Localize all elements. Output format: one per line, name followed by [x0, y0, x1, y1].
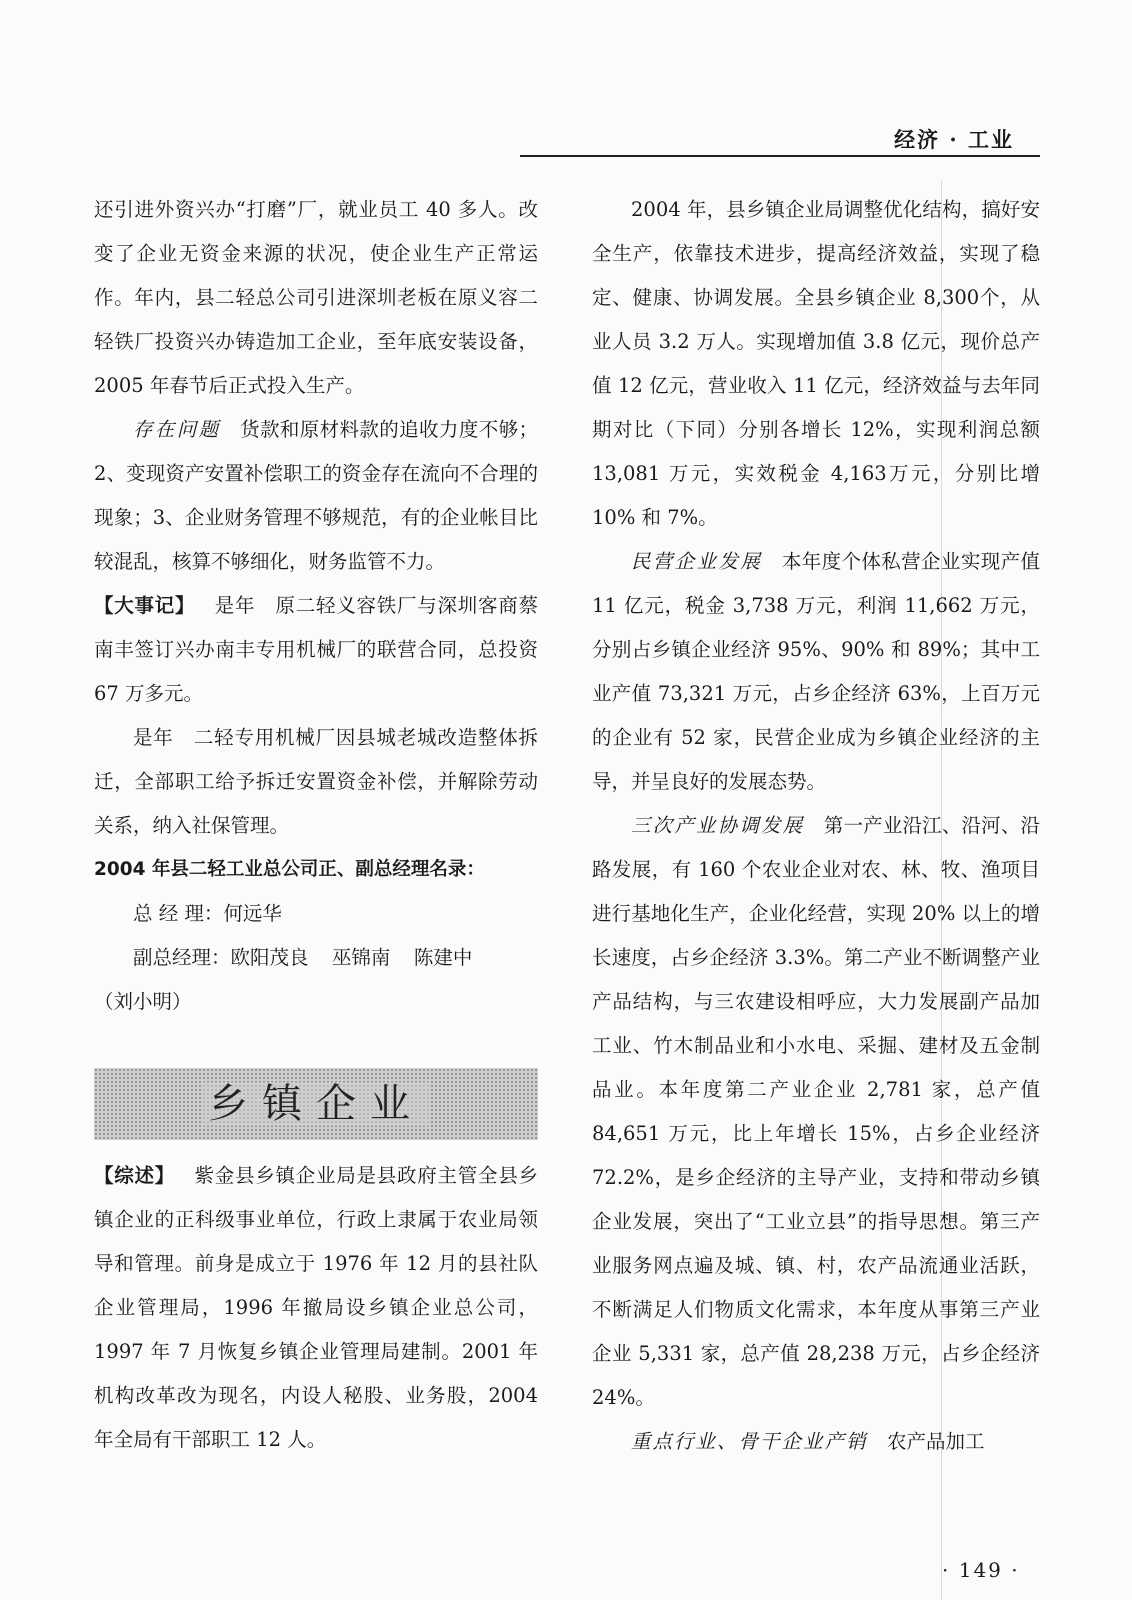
key-industries-text: 农产品加工 — [887, 1430, 985, 1453]
paragraph-continuation: 还引进外资兴办“打磨”厂，就业员工 40 多人。改变了企业无资金来源的状况，使企业生产正常运作。年内，县二轻总公司引进深圳老板在原义容二轻铁厂投资兴办铸造加工企业，至年底安装设备，2005 年春节后正式投入生产。 — [94, 198, 538, 397]
dgm-name-2: 巫锦南 — [331, 946, 391, 969]
roster-gm: 总 经 理：何远华 — [133, 902, 282, 925]
dgm-label: 副总经理： — [133, 946, 231, 969]
events-tag: 【大事记】 — [94, 594, 196, 617]
three-industries-paragraph — [592, 804, 1040, 1420]
key-industries-label: 重点行业、骨干企业产销 — [631, 1430, 868, 1453]
overview-text: 紫金县乡镇企业局是县政府主管全县乡镇企业的正科级事业单位，行政上隶属于农业局领导和管理。前身是成立于 1976 年 12 月的县社队企业管理局，1996 年撤局设乡镇企业总公司，1997 年 7 月恢复乡镇企业管理局建制。2001 年机构改革改为现名，内设人秘股、业务股，2004 年全局有干部职工 12 人。 — [94, 1164, 538, 1451]
event-1: 是年 原二轻义容铁厂与深圳客商蔡南丰签订兴办南丰专用机械厂的联营合同，总投资 67 万多元。 — [94, 594, 538, 705]
private-text: 本年度个体私营企业实现产值 11 亿元，税金 3,738 万元，利润 11,662 万元，分别占乡镇企业经济 95%、90% 和 89%；其中工业产值 73,321 万元，占乡企经济 63%，上百万元的企业有 52 家，民营企业成为乡镇企业经济的主导，并呈良好的发展态势。 — [592, 550, 1040, 793]
page-number: · 149 · — [942, 1558, 1020, 1582]
key-industries-paragraph — [592, 1420, 1040, 1464]
overview-tag: 【综述】 — [94, 1164, 175, 1187]
header-rule — [520, 155, 1040, 157]
roster-title: 2004 年县二轻工业总公司正、副总经理名录： — [94, 859, 485, 880]
three-industries-label: 三次产业协调发展 — [631, 814, 805, 837]
event-2: 是年 二轻专用机械厂因县城老城改造整体拆迁，全部职工给予拆迁安置资金补偿，并解除劳动关系，纳入社保管理。 — [94, 726, 538, 837]
private-label: 民营企业发展 — [631, 550, 763, 573]
issues-text: 货款和原材料款的追收力度不够；2、变现资产安置补偿职工的资金存在流向不合理的现象；3、企业财务管理不够规范，有的企业帐目比较混乱，核算不够细化，财务监管不力。 — [94, 418, 538, 573]
right-column — [592, 188, 1040, 1464]
issues-paragraph — [94, 408, 538, 584]
events-paragraph — [94, 584, 538, 716]
section-title: 乡镇企业 — [202, 1082, 430, 1126]
section-banner — [94, 1068, 538, 1140]
summary-paragraph: 2004 年，县乡镇企业局调整优化结构，搞好安全生产，依靠技术进步，提高经济效益，实现了稳定、健康、协调发展。全县乡镇企业 8,300个，从业人员 3.2 万人。实现增加值 3.8 亿元，现价总产值 12 亿元，营业收入 11 亿元，经济效益与去年同期对比（下同）分别各增长 12%，实现利润总额 13,081 万元，实效税金 4,163万元，分别比增 10% 和 7%。 — [592, 198, 1040, 529]
roster-dgm — [94, 936, 538, 980]
left-column — [94, 188, 538, 1462]
three-industries-text: 第一产业沿江、沿河、沿路发展，有 160 个农业企业对农、林、牧、渔项目进行基地化生产，企业化经营，实现 20% 以上的增长速度，占乡企经济 3.3%。第二产业不断调整产业产品结构，与三农建设相呼应，大力发展副产品加工业、竹木制品业和小水电、采掘、建材及五金制品业。本年度第二产业企业 2,781 家，总产值 84,651 万元，比上年增长 15%，占乡企业经济 72.2%，是乡企经济的主导产业，支持和带动乡镇企业发展，突出了“工业立县”的指导思想。第三产业服务网点遍及城、镇、村，农产品流通业活跃，不断满足人们物质文化需求，本年度从事第三产业企业 5,331 家，总产值 28,238 万元，占乡企经济 24%。 — [592, 814, 1040, 1409]
issues-label: 存在问题 — [133, 418, 221, 441]
private-paragraph — [592, 540, 1040, 804]
dgm-name-3: 陈建中 — [413, 946, 473, 969]
running-header: 经济 · 工业 — [894, 127, 1014, 152]
overview-paragraph — [94, 1154, 538, 1462]
author: （刘小明） — [94, 990, 192, 1013]
dgm-name-1: 欧阳茂良 — [230, 946, 309, 969]
